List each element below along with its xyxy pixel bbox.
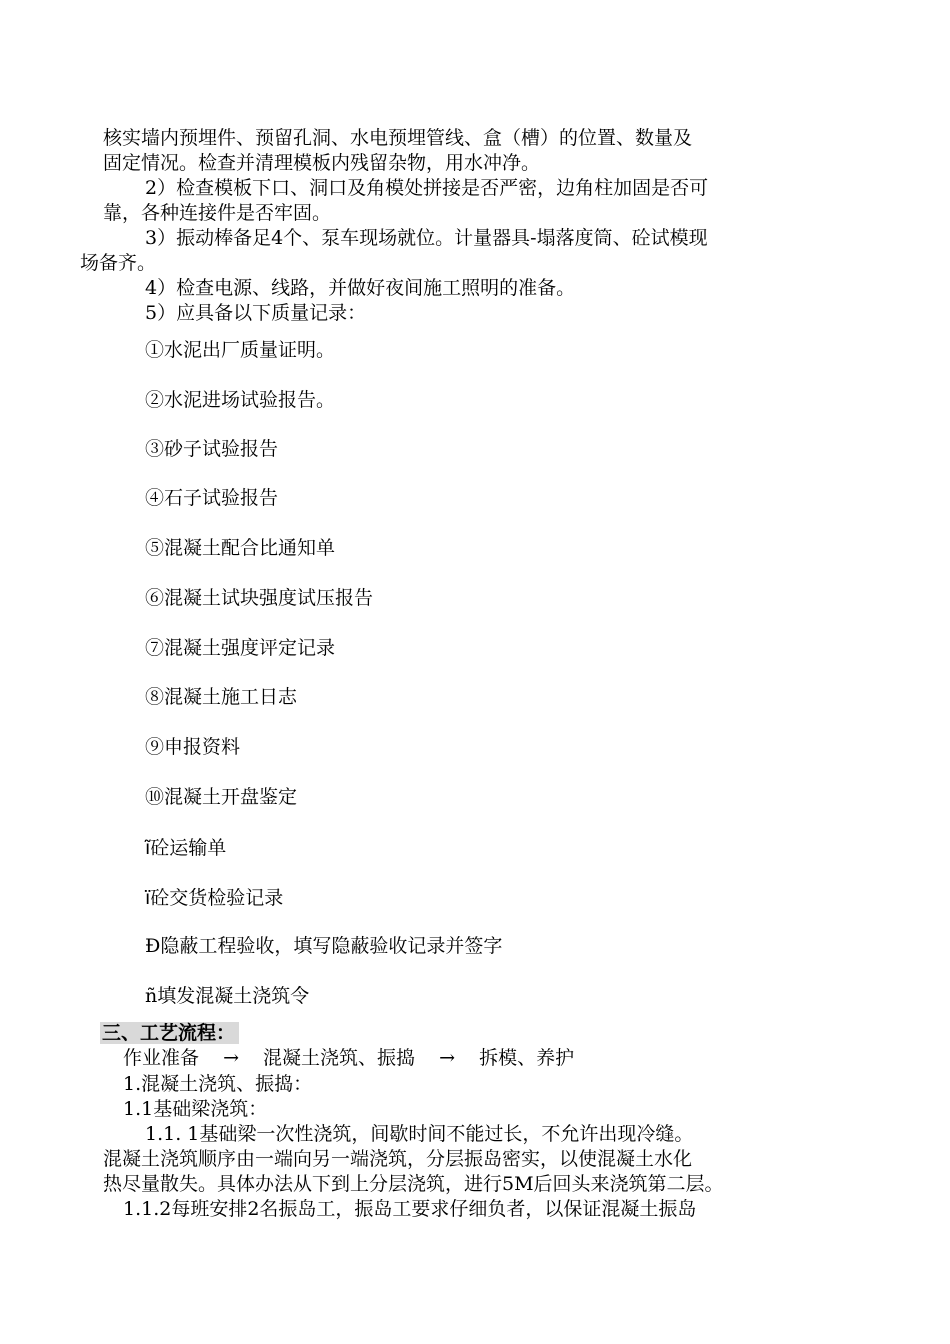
section-heading-row <box>100 1021 239 1045</box>
record-item: ⑩混凝土开盘鉴定 <box>145 786 298 808</box>
flow-step-prepare: 作业准备 <box>123 1047 200 1069</box>
item3-line2: 场备齐。 <box>80 252 157 274</box>
record-item: ï砼交货检验记录 <box>145 887 284 909</box>
para111-line1: 1.1. 1基础梁一次性浇筑，间歇时间不能过长，不允许出现冷缝。 <box>145 1123 694 1145</box>
para1-line2: 固定情况。检查并清理模板内残留杂物，用水冲净。 <box>103 152 541 174</box>
flow-step-pour: 混凝土浇筑、振捣 <box>263 1047 416 1069</box>
record-item: ñ填发混凝土浇筑令 <box>145 985 310 1007</box>
arrow-right-icon: → <box>223 1047 239 1069</box>
record-item: ⑨申报资料 <box>145 736 241 758</box>
record-item: ①水泥出厂质量证明。 <box>145 339 336 361</box>
record-item: Đ隐蔽工程验收，填写隐蔽验收记录并签字 <box>145 935 503 957</box>
record-item: ②水泥进场试验报告。 <box>145 389 336 411</box>
item2-line2: 靠，各种连接件是否牢固。 <box>103 202 332 224</box>
record-item: ĩ砼运输单 <box>145 837 227 859</box>
subheading-1-1: 1.1基础梁浇筑： <box>123 1098 268 1120</box>
record-item: ⑤混凝土配合比通知单 <box>145 537 336 559</box>
record-item: ⑥混凝土试块强度试压报告 <box>145 587 374 609</box>
record-item: ④石子试验报告 <box>145 487 279 509</box>
record-item: ⑧混凝土施工日志 <box>145 686 298 708</box>
record-item: ⑦混凝土强度评定记录 <box>145 637 336 659</box>
para111-line3: 热尽量散失。具体办法从下到上分层浇筑，进行5M后回头来浇筑第二层。 <box>103 1173 724 1195</box>
item2-line1: 2）检查模板下口、洞口及角模处拼接是否严密，边角柱加固是否可 <box>145 177 709 199</box>
item4: 4）检查电源、线路，并做好夜间施工照明的准备。 <box>145 277 576 299</box>
para1-line1: 核实墙内预埋件、预留孔洞、水电预埋管线、盒（槽）的位置、数量及 <box>103 127 693 149</box>
flow-step-cure: 拆模、养护 <box>479 1047 575 1069</box>
record-item: ③砂子试验报告 <box>145 438 279 460</box>
subheading-1: 1.混凝土浇筑、振捣： <box>123 1073 313 1095</box>
item3-line1: 3）振动棒备足4个、泵车现场就位。计量器具-塌落度筒、砼试模现 <box>145 227 708 249</box>
process-flow <box>123 1046 574 1070</box>
item5: 5）应具备以下质量记录： <box>145 302 367 324</box>
para112-line1: 1.1.2每班安排2名振岛工，振岛工要求仔细负者，以保证混凝土振岛 <box>123 1198 697 1220</box>
section-heading: 三、工艺流程： <box>100 1022 239 1044</box>
para111-line2: 混凝土浇筑顺序由一端向另一端浇筑，分层振岛密实，以使混凝土水化 <box>103 1148 693 1170</box>
arrow-right-icon: → <box>439 1047 456 1069</box>
